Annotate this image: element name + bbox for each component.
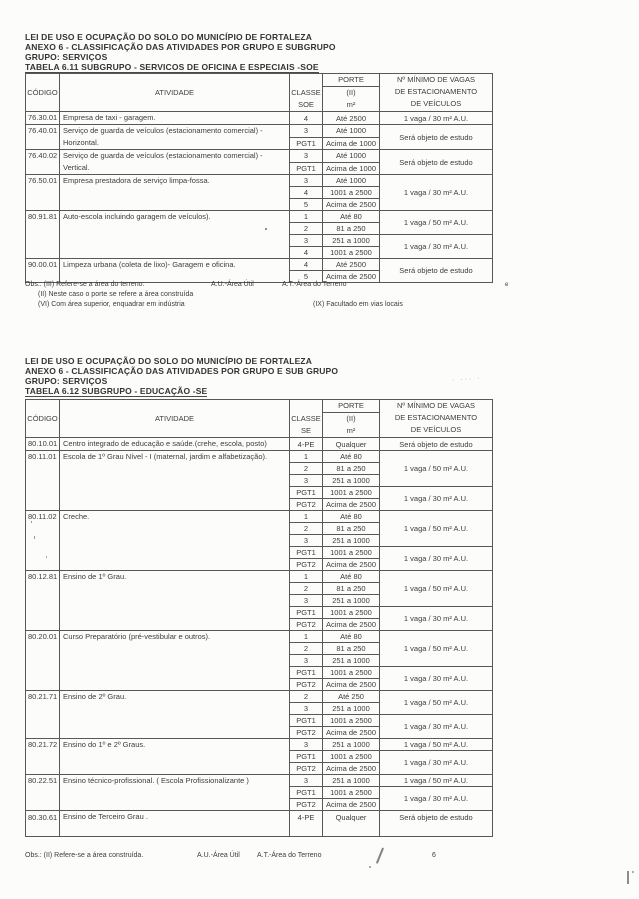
classe-cell: 4-PE [290, 811, 323, 837]
codigo-cell: 80.12.81 [26, 571, 60, 631]
porte-cell: 251 a 1000 [323, 535, 380, 547]
codigo-cell: 90.00.01 [26, 259, 60, 283]
classe-cell: PGT1 [290, 547, 323, 559]
document-subtitle-line: ANEXO 6 - CLASSIFICAÇÃO DAS ATIVIDADES POR GRUPO E SUB GRUPO [25, 366, 339, 376]
header-label: PORTE [323, 74, 379, 87]
table-row [26, 775, 493, 787]
vagas-cell: 1 vaga / 50 m² A.U. [380, 571, 493, 607]
porte-cell: 81 a 250 [323, 463, 380, 475]
codigo-cell: 80.30.61 [26, 811, 60, 837]
classe-cell: PGT1 [290, 667, 323, 679]
atividade-cell [60, 112, 290, 125]
atividade-line: Escola de 1º Grau Nível - I (maternal, jardim e alfabetização). [63, 452, 268, 461]
footnotes-table-2 [25, 852, 585, 886]
footnote-ii: (II) Neste caso o porte se refere a área construída [38, 291, 194, 298]
porte-cell: Até 2500 [323, 112, 380, 125]
porte-cell: Qualquer [323, 811, 380, 837]
porte-cell: Até 1000 [323, 150, 380, 163]
porte-cell: 1001 a 2500 [323, 667, 380, 679]
table-row [26, 150, 493, 163]
atividade-line: Empresa prestadora de serviço limpa-fossa. [63, 176, 210, 185]
porte-cell: 251 a 1000 [323, 235, 380, 247]
porte-cell: 81 a 250 [323, 583, 380, 595]
table-row [26, 631, 493, 643]
classe-cell: 3 [290, 125, 323, 138]
atividade-cell [60, 811, 290, 837]
porte-cell: Acima de 2500 [323, 679, 380, 691]
classe-cell: PGT2 [290, 619, 323, 631]
table-row [26, 259, 493, 271]
header-label: DE VEÍCULOS [410, 425, 462, 434]
table-row [26, 112, 493, 125]
porte-cell: 251 a 1000 [323, 475, 380, 487]
page-number: 6 [432, 852, 436, 859]
classe-cell: 4 [290, 187, 323, 199]
table-section-soe [25, 32, 495, 283]
classe-cell: 3 [290, 535, 323, 547]
classe-cell: PGT2 [290, 499, 323, 511]
classe-cell: 1 [290, 211, 323, 223]
column-header-codigo [26, 400, 60, 438]
atividade-line: Serviço de guarda de veículos (estacionamento comercial) - [63, 151, 263, 160]
header-label: CLASSE [291, 88, 321, 97]
table-title [25, 386, 495, 397]
classe-cell: 2 [290, 583, 323, 595]
porte-cell: Acima de 2500 [323, 499, 380, 511]
classe-cell: PGT1 [290, 137, 323, 150]
vagas-cell: Será objeto de estudo [380, 811, 493, 837]
classe-cell: 1 [290, 511, 323, 523]
classe-cell: 1 [290, 451, 323, 463]
codigo-cell: 80.11.01 [26, 451, 60, 511]
footnote-au: A.U.-Área Útil [197, 852, 240, 859]
atividade-line: Centro integrado de educação e saúde.(crehe, escola, posto) [63, 439, 267, 448]
atividade-line: Limpeza urbana (coleta de lixo)- Garagem e oficina. [63, 260, 236, 269]
footnote-au: A.U.-Área Útil [211, 281, 254, 288]
porte-cell: Até 2500 [323, 259, 380, 271]
porte-cell: 81 a 250 [323, 523, 380, 535]
header-label: m² [346, 426, 356, 435]
scan-mark: e [505, 282, 509, 288]
classe-cell: 5 [290, 271, 323, 283]
scan-artifact-speck [46, 556, 47, 558]
classe-cell: PGT2 [290, 799, 323, 811]
scan-artifact-speck [34, 536, 35, 539]
atividade-cell [60, 175, 290, 211]
atividade-line: Creche. [63, 512, 90, 521]
vagas-cell: 1 vaga / 30 m² A.U. [380, 547, 493, 571]
classe-cell: 5 [290, 199, 323, 211]
atividade-line: Empresa de taxi - garagem. [63, 113, 156, 122]
codigo-cell: 76.30.01 [26, 112, 60, 125]
atividade-cell [60, 739, 290, 775]
footnote-vi: (VI) Com área superior, enquadrar em indústria [38, 301, 185, 308]
vagas-cell: 1 vaga / 50 m² A.U. [380, 775, 493, 787]
header-label: CLASSE [291, 414, 321, 423]
footnotes-table-1 [25, 281, 585, 315]
atividade-line: Ensino de 1º Grau. [63, 572, 127, 581]
column-header-classe [290, 74, 323, 112]
atividade-cell [60, 125, 290, 150]
atividade-line: Ensino de Terceiro Grau . [63, 812, 148, 821]
table-title-text: TABELA 6.12 SUBGRUPO - EDUCAÇÃO -SE [25, 386, 208, 396]
header-row [26, 74, 493, 112]
classe-cell: 3 [290, 175, 323, 187]
classe-cell: PGT2 [290, 679, 323, 691]
porte-cell: Até 250 [323, 691, 380, 703]
porte-cell: Até 80 [323, 511, 380, 523]
porte-cell: Acima de 2500 [323, 559, 380, 571]
atividade-line: Curso Preparatório (pré-vestibular e outros). [63, 632, 211, 641]
vagas-cell: 1 vaga / 50 m² A.U. [380, 691, 493, 715]
classe-cell: PGT2 [290, 763, 323, 775]
vagas-cell: 1 vaga / 50 m² A.U. [380, 211, 493, 235]
group-line: GRUPO: SERVIÇOS [25, 376, 108, 386]
footnote-obs: Obs.: (II) Refere-se a área construída. [25, 852, 144, 859]
porte-cell: Acima de 2500 [323, 619, 380, 631]
atividade-cell [60, 691, 290, 739]
vagas-cell: 1 vaga / 50 m² A.U. [380, 739, 493, 751]
group-line: GRUPO: SERVIÇOS [25, 52, 108, 62]
classe-cell: PGT2 [290, 727, 323, 739]
footnote-at: A.T.-Área do Terreno [257, 852, 322, 859]
classe-cell: 3 [290, 475, 323, 487]
classe-cell: 2 [290, 223, 323, 235]
porte-cell: Até 80 [323, 451, 380, 463]
classe-cell: 2 [290, 523, 323, 535]
classe-cell: PGT1 [290, 715, 323, 727]
document-title-line: LEI DE USO E OCUPAÇÃO DO SOLO DO MUNICÍPIO DE FORTALEZA [25, 32, 313, 42]
footnote-at: A.T.-Área do Terreno [282, 281, 347, 288]
porte-cell: Até 80 [323, 571, 380, 583]
classe-cell: PGT1 [290, 787, 323, 799]
classe-cell: 3 [290, 150, 323, 163]
classe-cell: 2 [290, 691, 323, 703]
codigo-cell: 80.21.71 [26, 691, 60, 739]
table-row [26, 571, 493, 583]
porte-cell: 1001 a 2500 [323, 607, 380, 619]
atividade-line: Ensino de 2º Grau. [63, 692, 127, 701]
porte-cell: 251 a 1000 [323, 703, 380, 715]
table-row [26, 511, 493, 523]
atividade-line: Vertical. [63, 163, 90, 172]
vagas-cell: 1 vaga / 30 m² A.U. [380, 175, 493, 211]
classe-cell: 4-PE [290, 438, 323, 451]
zoning-table-6-11 [25, 73, 493, 283]
porte-cell: 251 a 1000 [323, 739, 380, 751]
column-header-codigo [26, 74, 60, 112]
table-title-text: TABELA 6.11 SUBGRUPO - SERVICOS DE OFICINA E ESPECIAIS -SOE [25, 62, 319, 72]
codigo-cell: 80.10.01 [26, 438, 60, 451]
codigo-cell: 80.21.72 [26, 739, 60, 775]
scan-artifact-edge-mark [627, 871, 629, 884]
atividade-cell [60, 438, 290, 451]
porte-cell: Acima de 1000 [323, 162, 380, 175]
vagas-cell: 1 vaga / 30 m² A.U. [380, 715, 493, 739]
vagas-cell: Será objeto de estudo [380, 438, 493, 451]
vagas-cell: Será objeto de estudo [380, 150, 493, 175]
classe-cell: 1 [290, 631, 323, 643]
table-row [26, 811, 493, 837]
vagas-cell: 1 vaga / 30 m² A.U. [380, 112, 493, 125]
vagas-cell: 1 vaga / 30 m² A.U. [380, 235, 493, 259]
atividade-cell [60, 631, 290, 691]
column-header-atividade [60, 74, 290, 112]
vagas-cell: 1 vaga / 50 m² A.U. [380, 631, 493, 667]
document-header-block [25, 356, 495, 397]
vagas-cell: 1 vaga / 30 m² A.U. [380, 751, 493, 775]
classe-cell: 3 [290, 235, 323, 247]
header-label: ATIVIDADE [154, 413, 195, 423]
codigo-cell: 80.22.51 [26, 775, 60, 811]
vagas-cell: 1 vaga / 30 m² A.U. [380, 487, 493, 511]
column-header-classe [290, 400, 323, 438]
classe-cell: PGT1 [290, 751, 323, 763]
classe-cell: PGT2 [290, 559, 323, 571]
vagas-cell: Será objeto de estudo [380, 259, 493, 283]
codigo-cell: 76.40.02 [26, 150, 60, 175]
scan-artifact-speck [632, 871, 634, 873]
porte-cell: Acima de 2500 [323, 199, 380, 211]
atividade-cell [60, 150, 290, 175]
porte-cell: 81 a 250 [323, 643, 380, 655]
header-label: (II) [346, 414, 356, 423]
porte-cell: 1001 a 2500 [323, 751, 380, 763]
atividade-cell [60, 259, 290, 283]
codigo-cell: 76.50.01 [26, 175, 60, 211]
header-label: PORTE [323, 400, 379, 413]
porte-cell: Acima de 2500 [323, 763, 380, 775]
porte-cell: 1001 a 2500 [323, 787, 380, 799]
vagas-cell: Será objeto de estudo [380, 125, 493, 150]
classe-cell: 4 [290, 259, 323, 271]
classe-cell: PGT1 [290, 487, 323, 499]
porte-cell: 81 a 250 [323, 223, 380, 235]
header-label: DE VEÍCULOS [410, 99, 462, 108]
scan-artifact-smudge: · ··· · [451, 374, 482, 385]
table-row [26, 691, 493, 703]
classe-cell: 4 [290, 112, 323, 125]
porte-cell: 1001 a 2500 [323, 715, 380, 727]
atividade-line: Ensino do 1º e 2º Graus. [63, 740, 146, 749]
document-title-line: LEI DE USO E OCUPAÇÃO DO SOLO DO MUNICÍPIO DE FORTALEZA [25, 356, 313, 366]
header-label: DE ESTACIONAMENTO [394, 413, 478, 422]
classe-cell: 3 [290, 703, 323, 715]
header-label: CÓDIGO [27, 413, 58, 423]
porte-cell: Até 80 [323, 631, 380, 643]
atividade-cell [60, 511, 290, 571]
table-row [26, 739, 493, 751]
classe-cell: 3 [290, 739, 323, 751]
header-label: Nº MÍNIMO DE VAGAS [396, 75, 476, 84]
table-row [26, 451, 493, 463]
porte-cell: Até 1000 [323, 175, 380, 187]
codigo-cell: 80.91.81 [26, 211, 60, 259]
atividade-cell [60, 571, 290, 631]
column-header-vagas [380, 400, 493, 438]
vagas-cell: 1 vaga / 30 m² A.U. [380, 667, 493, 691]
scan-artifact-speck [31, 521, 32, 523]
atividade-line: Serviço de guarda de veículos (estacionamento comercial) - [63, 126, 263, 135]
codigo-cell: 76.40.01 [26, 125, 60, 150]
column-header-porte [323, 400, 380, 438]
footnote-obs: Obs.: (III) Refere-se a área do terreno. [25, 281, 145, 288]
porte-cell: 1001 a 2500 [323, 487, 380, 499]
vagas-cell: 1 vaga / 50 m² A.U. [380, 451, 493, 487]
zoning-table-6-12 [25, 399, 493, 837]
header-label: (II) [346, 88, 356, 97]
table-section-se [25, 356, 495, 837]
table-row [26, 438, 493, 451]
table-row [26, 211, 493, 223]
porte-cell: 251 a 1000 [323, 655, 380, 667]
document-subtitle-line: ANEXO 6 - CLASSIFICAÇÃO DAS ATIVIDADES POR GRUPO E SUBGRUPO [25, 42, 336, 52]
atividade-line: Auto-escola incluindo garagem de veículos). [63, 212, 211, 221]
porte-cell: Até 1000 [323, 125, 380, 138]
porte-cell: 1001 a 2500 [323, 247, 380, 259]
porte-cell: Até 80 [323, 211, 380, 223]
porte-cell: 251 a 1000 [323, 775, 380, 787]
classe-cell: 3 [290, 655, 323, 667]
atividade-line: Horizontal. [63, 138, 99, 147]
table-title [25, 62, 495, 73]
scan-artifact-speck [265, 228, 267, 230]
vagas-cell: 1 vaga / 30 m² A.U. [380, 787, 493, 811]
porte-cell: Qualquer [323, 438, 380, 451]
classe-cell: 1 [290, 571, 323, 583]
classe-cell: 2 [290, 643, 323, 655]
classe-cell: PGT1 [290, 607, 323, 619]
scan-artifact-speck [369, 866, 371, 868]
classe-cell: 3 [290, 775, 323, 787]
column-header-porte [323, 74, 380, 112]
atividade-cell [60, 451, 290, 511]
header-label: ATIVIDADE [154, 87, 195, 97]
footnote-ix: (IX) Facultado em vias locais [313, 301, 403, 308]
atividade-line: Ensino técnico-profissional. ( Escola Profissionalizante ) [63, 776, 249, 785]
porte-cell: 251 a 1000 [323, 595, 380, 607]
porte-cell: Acima de 2500 [323, 727, 380, 739]
porte-cell: Acima de 2500 [323, 799, 380, 811]
porte-cell: 1001 a 2500 [323, 547, 380, 559]
atividade-cell [60, 775, 290, 811]
column-header-atividade [60, 400, 290, 438]
header-label: SOE [298, 100, 314, 109]
header-label: m² [346, 100, 356, 109]
table-row [26, 125, 493, 138]
porte-cell: 1001 a 2500 [323, 187, 380, 199]
porte-cell: Acima de 1000 [323, 137, 380, 150]
vagas-cell: 1 vaga / 50 m² A.U. [380, 511, 493, 547]
header-label: DE ESTACIONAMENTO [394, 87, 478, 96]
vagas-cell: 1 vaga / 30 m² A.U. [380, 607, 493, 631]
classe-cell: 4 [290, 247, 323, 259]
table-row [26, 175, 493, 187]
porte-cell: Acima de 2500 [323, 271, 380, 283]
classe-cell: PGT1 [290, 162, 323, 175]
codigo-cell: 80.20.01 [26, 631, 60, 691]
header-label: CÓDIGO [27, 87, 58, 97]
atividade-cell [60, 211, 290, 259]
codigo-cell: 80.11.02 [26, 511, 60, 571]
column-header-vagas [380, 74, 493, 112]
classe-cell: 3 [290, 595, 323, 607]
document-header-block [25, 32, 495, 73]
classe-cell: 2 [290, 463, 323, 475]
header-row [26, 400, 493, 438]
header-label: SE [300, 426, 311, 435]
header-label: Nº MÍNIMO DE VAGAS [396, 401, 476, 410]
